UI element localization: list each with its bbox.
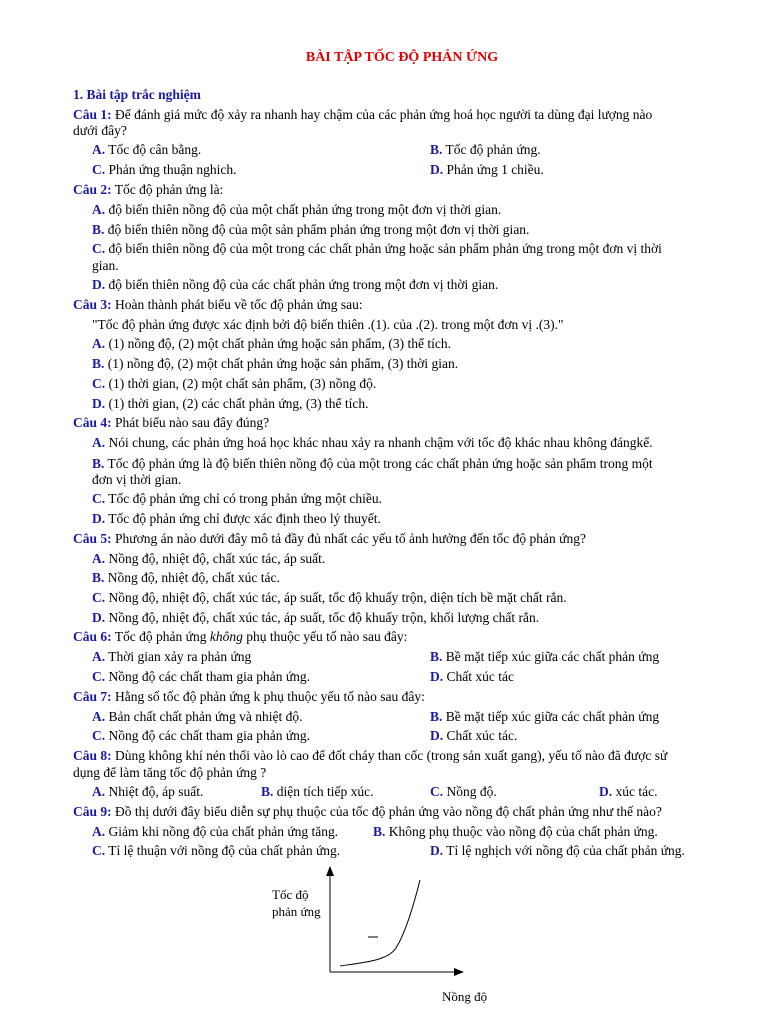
option-b[interactable]: B. diện tích tiếp xúc. (261, 784, 374, 799)
option-d[interactable]: D. Tỉ lệ nghịch với nồng độ của chất phản ứng. (430, 843, 685, 858)
x-label: Nồng độ (442, 989, 488, 1004)
option-b[interactable]: B. Bề mặt tiếp xúc giữa các chất phản ứng (430, 709, 660, 724)
option-a[interactable]: A. Tốc độ cân bằng. (92, 142, 202, 157)
question-text: Tốc độ phản ứng là: (111, 182, 224, 197)
question-text: Phát biểu nào sau đây đúng? (111, 415, 270, 430)
emphasis-text: không (209, 629, 243, 644)
option-c[interactable]: C. Tỉ lệ thuận với nồng độ của chất phản ứng. (92, 843, 341, 858)
option-a[interactable]: A. Nói chung, các phản ứng hoá học khác nhau xảy ra nhanh chậm với tốc độ khác nhau không đángkể. (92, 435, 653, 450)
question-text: phụ thuộc yếu tố nào sau đây: (242, 629, 408, 644)
question-text: Tốc độ phản ứng (111, 629, 210, 644)
y-axis-arrow (326, 866, 334, 876)
option-b[interactable]: B. Bề mặt tiếp xúc giữa các chất phản ứng (430, 649, 660, 664)
rate-vs-concentration-graph (268, 864, 488, 1014)
question-text: Hằng số tốc độ phản ứng k phụ thuộc yếu tố nào sau đây: (111, 689, 425, 704)
question-text-cont: dụng để làm tăng tốc độ phản ứng ? (73, 765, 267, 780)
section-heading: 1. Bài tập trắc nghiệm (73, 87, 201, 102)
question-7 (73, 688, 425, 706)
option-d[interactable]: D. (1) thời gian, (2) các chất phản ứng, (3) thể tích. (92, 396, 369, 411)
question-5 (73, 530, 586, 548)
option-b[interactable]: B. Tốc độ phản ứng là độ biến thiên nồng độ của một trong các chất phản ứng hoặc sản phẩm trong một (92, 456, 653, 471)
question-label: Câu 6: (73, 629, 112, 644)
option-a[interactable]: A. (1) nồng độ, (2) một chất phản ứng hoặc sản phẩm, (3) thể tích. (92, 336, 451, 351)
option-c[interactable]: C. Nồng độ các chất tham gia phản ứng. (92, 728, 311, 743)
option-c[interactable]: C. độ biến thiên nồng độ của một trong các chất phản ứng hoặc sản phẩm phản ứng trong một đơn vị thời (92, 241, 662, 256)
graph-svg (268, 864, 488, 1014)
option-c[interactable]: C. Nồng độ, nhiệt độ, chất xúc tác, áp suất, tốc độ khuấy trộn, diện tích bề mặt chất rắn. (92, 590, 567, 605)
option-c[interactable]: C. Nồng độ các chất tham gia phản ứng. (92, 669, 311, 684)
option-a[interactable]: A. Giảm khi nồng độ của chất phản ứng tăng. (92, 824, 339, 839)
option-b[interactable]: B. Nồng độ, nhiệt độ, chất xúc tác. (92, 570, 280, 585)
question-label: Câu 8: (73, 748, 112, 763)
option-d[interactable]: D. Nồng độ, nhiệt độ, chất xúc tác, áp suất, tốc độ khuấy trộn, khối lượng chất rắn. (92, 610, 540, 625)
y-label-line1: Tốc độ (272, 887, 309, 902)
option-c[interactable]: C. Phản ứng thuận nghich. (92, 162, 237, 177)
question-text: Để đánh giá mức độ xảy ra nhanh hay chậm của các phản ứng hoá học người ta dùng đại lượng nào (111, 107, 653, 122)
option-a[interactable]: A. Bản chất chất phản ứng và nhiệt độ. (92, 709, 303, 724)
y-label-line2: phản ứng (272, 904, 321, 919)
question-text-cont: dưới đây? (73, 123, 127, 138)
option-c[interactable]: C. Tốc độ phản ứng chỉ có trong phản ứng một chiều. (92, 491, 382, 506)
question-6 (73, 628, 407, 646)
option-b-cont: đơn vị thời gian. (92, 472, 182, 487)
option-d[interactable]: D. Phản ứng 1 chiều. (430, 162, 544, 177)
question-label: Câu 3: (73, 297, 112, 312)
question-9 (73, 803, 662, 821)
question-2 (73, 181, 223, 199)
question-4 (73, 414, 269, 432)
option-b[interactable]: B. Tốc độ phản ứng. (430, 142, 541, 157)
question-quote: "Tốc độ phản ứng được xác định bởi độ biến thiên .(1). của .(2). trong một đơn vị .(3)." (92, 317, 564, 332)
option-a[interactable]: A. độ biến thiên nồng độ của một chất phản ứng trong một đơn vị thời gian. (92, 202, 502, 217)
page-title: BÀI TẬP TỐC ĐỘ PHẢN ỨNG (305, 50, 499, 65)
option-c-cont: gian. (92, 258, 119, 273)
option-b[interactable]: B. (1) nồng độ, (2) một chất phản ứng hoặc sản phẩm, (3) thời gian. (92, 356, 459, 371)
question-label: Câu 9: (73, 804, 112, 819)
question-label: Câu 4: (73, 415, 112, 430)
question-1 (73, 106, 731, 124)
question-text: Dùng không khí nén thổi vào lò cao để đốt cháy than cốc (trong sản xuất gang), yếu tố nào đã được sử (111, 748, 668, 763)
option-a[interactable]: A. Nhiệt độ, áp suất. (92, 784, 204, 799)
option-d[interactable]: D. Chất xúc tác. (430, 728, 518, 743)
question-text: Đồ thị dưới đây biểu diễn sự phụ thuộc của tốc độ phản ứng vào nồng độ chất phản ứng như thế nào? (111, 804, 662, 819)
option-a[interactable]: A. Nồng độ, nhiệt độ, chất xúc tác, áp suất. (92, 551, 326, 566)
option-b[interactable]: B. độ biến thiên nồng độ của một sản phẩm phản ứng trong một đơn vị thời gian. (92, 222, 530, 237)
option-b[interactable]: B. Không phụ thuộc vào nồng độ của chất phản ứng. (373, 824, 658, 839)
option-c[interactable]: C. Nồng độ. (430, 784, 497, 799)
question-text: Phương án nào dưới đây mô tả đầy đủ nhất các yếu tố ảnh hưởng đến tốc độ phản ứng? (111, 531, 586, 546)
option-d[interactable]: D. Tốc độ phản ứng chỉ được xác định theo lý thuyết. (92, 511, 381, 526)
x-axis-arrow (454, 968, 464, 976)
question-text: Hoàn thành phát biểu về tốc độ phản ứng sau: (111, 297, 363, 312)
option-a[interactable]: A. Thời gian xảy ra phản ứng (92, 649, 252, 664)
question-8 (73, 747, 667, 765)
option-c[interactable]: C. (1) thời gian, (2) một chất sản phẩm, (3) nồng độ. (92, 376, 377, 391)
question-3 (73, 296, 363, 314)
question-label: Câu 2: (73, 182, 112, 197)
option-d[interactable]: D. độ biến thiên nồng độ của các chất phản ứng trong một đơn vị thời gian. (92, 277, 499, 292)
question-label: Câu 5: (73, 531, 112, 546)
question-label: Câu 1: (73, 107, 112, 122)
question-label: Câu 7: (73, 689, 112, 704)
rate-curve (340, 880, 420, 966)
option-d[interactable]: D. Chất xúc tác (430, 669, 514, 684)
option-d[interactable]: D. xúc tác. (599, 784, 658, 799)
